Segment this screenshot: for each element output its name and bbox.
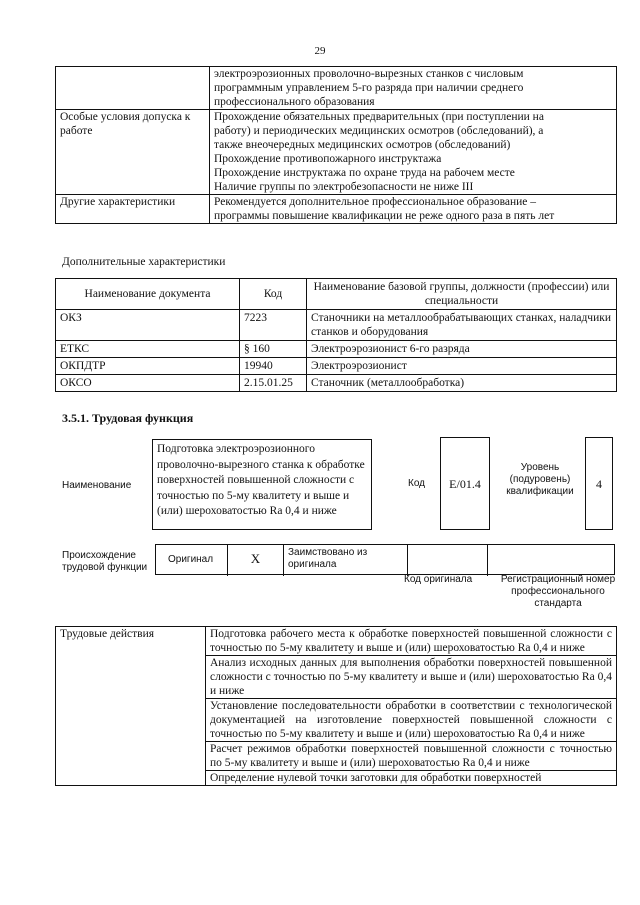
row-value [210, 110, 617, 195]
labor-actions-table [55, 626, 617, 786]
reg-number-cell [488, 545, 614, 576]
table-row [56, 358, 617, 375]
table-row [56, 310, 617, 341]
code-value-box: E/01.4 [440, 437, 490, 530]
page-number: 29 [314, 45, 326, 57]
table-cell: ОКСО [56, 375, 240, 392]
text-line: профессионального образования [214, 96, 375, 108]
table-row [56, 67, 617, 110]
action-item: Расчет режимов обработки поверхностей повышенной сложности с точностью по 5-му квалитету и выше и (или) шероховатостью Ra 0,4 и ниже [206, 742, 617, 771]
table-cell: 19940 [240, 358, 307, 375]
code-label: Код [408, 478, 426, 489]
text-line: электроэрозионных проволочно-вырезных станков с числовым [214, 68, 524, 80]
original-label: Оригинал [168, 554, 214, 565]
table-row [56, 195, 617, 224]
actions-label: Трудовые действия [56, 627, 206, 786]
text-line: программы повышение квалификации не реже одного раза в пять лет [214, 210, 555, 222]
text-line: программным управлением 5-го разряда при наличии среднего [214, 82, 524, 94]
table-header-row [56, 279, 617, 310]
row-value [210, 195, 617, 224]
text-line: Прохождение инструктажа по охране труда на рабочем месте [214, 167, 515, 179]
origin-strip [155, 544, 615, 575]
table-cell: 7223 [240, 310, 307, 341]
row-value [210, 67, 617, 110]
reg-number-label: Регистрационный номер профессионального стандарта [500, 574, 616, 609]
text-line: Рекомендуется дополнительное профессиональное образование – [214, 196, 537, 208]
name-label: Наименование [62, 480, 132, 491]
table-cell: § 160 [240, 341, 307, 358]
action-item: Анализ исходных данных для выполнения обработки поверхностей повышенной сложности с точностью по 5-му квалитету и выше и (или) шероховатостью Ra 0,4 и ниже [206, 656, 617, 699]
borrowed-label: Заимствовано из оригинала [288, 547, 368, 570]
additional-characteristics-table [55, 278, 617, 392]
table-row [56, 375, 617, 392]
function-heading: 3.5.1. Трудовая функция [62, 411, 194, 425]
table-cell: Станочник (металлообработка) [307, 375, 617, 392]
mark-cell [228, 545, 284, 576]
table-cell: ЕТКС [56, 341, 240, 358]
text-line: Прохождение противопожарного инструктажа [214, 153, 442, 165]
section-heading: Дополнительные характеристики [62, 256, 226, 268]
column-header: Наименование базовой группы, должности (профессии) или специальности [307, 279, 617, 310]
row-label: Особые условия допуска к работе [56, 110, 210, 195]
original-mark: X [250, 551, 261, 566]
table-cell: 2.15.01.25 [240, 375, 307, 392]
original-cell [156, 545, 228, 576]
table-cell: Электроэрозионист 6-го разряда [307, 341, 617, 358]
table-cell: Электроэрозионист [307, 358, 617, 375]
action-item: Подготовка рабочего места к обработке поверхностей повышенной сложности с точностью по 5-му квалитету и выше и (или) шероховатостью Ra 0,4 и ниже [206, 627, 617, 656]
borrowed-cell [284, 545, 408, 576]
code-original-label: Код оригинала [404, 574, 473, 585]
text-line: Прохождение обязательных предварительных (при поступлении на [214, 111, 544, 123]
level-value-box: 4 [585, 437, 613, 530]
table-cell: Станочники на металлообрабатывающих станках, наладчики станков и оборудования [307, 310, 617, 341]
origin-label: Происхождение трудовой функции [62, 550, 148, 573]
level-label: Уровень (подуровень) квалификации [506, 462, 574, 497]
table-cell: ОКЗ [56, 310, 240, 341]
row-label: Другие характеристики [56, 195, 210, 224]
text-line: работу) и периодических медицинских осмотров (обследований), а [214, 125, 544, 137]
action-item: Установление последовательности обработки в соответствии с технологической документацией на изготовление поверхностей повышенной сложности с точностью по 5-му квалитету и выше и (или) шероховатостью Ra 0,4 и ниже [206, 699, 617, 742]
text-line: Наличие группы по электробезопасности не ниже III [214, 181, 474, 193]
action-item: Определение нулевой точки заготовки для обработки поверхностей [206, 771, 617, 786]
code-original-cell [408, 545, 488, 576]
table-row [56, 341, 617, 358]
row-label [56, 67, 210, 110]
column-header: Код [240, 279, 307, 310]
table-row [56, 110, 617, 195]
function-name-box: Подготовка электроэрозионного проволочно-вырезного станка к обработке поверхностей повышенной сложности с точностью по 5-му квалитету и выше и (или) шероховатостью Ra 0,4 и ниже [152, 439, 372, 530]
qualification-table [55, 66, 617, 224]
table-cell: ОКПДТР [56, 358, 240, 375]
table-row [56, 627, 617, 656]
text-line: также внеочередных медицинских осмотров (обследований) [214, 139, 511, 151]
column-header: Наименование документа [56, 279, 240, 310]
